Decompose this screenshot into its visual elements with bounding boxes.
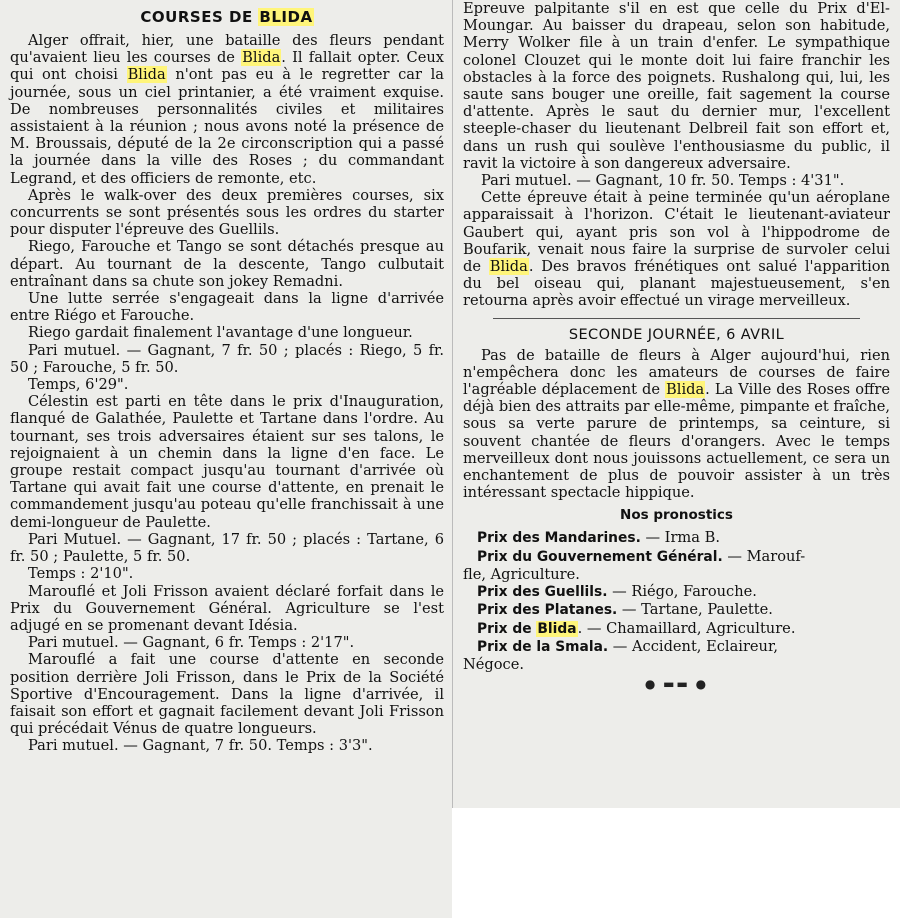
pronostic-continuation: Négoce.: [463, 655, 524, 673]
paragraph: Pari mutuel. — Gagnant, 6 fr. Temps : 2'17".: [28, 634, 355, 652]
paragraph: Pari mutuel. — Gagnant, 7 fr. 50 ; placés : Riego, 5 fr. 50 ; Farouche, 5 fr. 50.: [10, 341, 444, 376]
paragraph: Riego gardait finalement l'avantage d'une longueur.: [28, 324, 413, 342]
paragraph: Riego, Farouche et Tango se sont détachés presque au départ. Au tournant de la descente, Tango culbutait entraînant dans sa chute son jokey Remadni.: [10, 238, 444, 290]
paragraph: Marouflé et Joli Frisson avaient déclaré forfait dans le Prix du Gouvernement Général. Agriculture se l'est adjugé en se promenant devant Idésia.: [10, 582, 444, 634]
right-column: [452, 0, 900, 808]
pronostic-continuation: fle, Agriculture.: [463, 565, 580, 583]
ornament-divider: ● ▬▬ ●: [644, 677, 709, 692]
pronostic-item: Prix du Gouvernement Général. — Marouf-: [477, 547, 806, 565]
paragraph: Célestin est parti en tête dans le prix d'Inauguration, flanqué de Galathée, Paulette et Tartane dans l'ordre. Au tournant, ses trois adversaires étaient sur ses talons, le rejoignaient à un chemin dans la ligne d'en face. Le groupe restait compact jusqu'au tournant d'arrivée où Tartane qui avait fait une course d'attente, en prenait le commandement jusqu'au poteau qu'elle franchissait à une demi-longueur de Paulette.: [10, 393, 444, 531]
search-highlight: Blida: [489, 258, 528, 276]
paragraph: Temps, 6'29".: [28, 376, 129, 394]
paragraph: Pari Mutuel. — Gagnant, 17 fr. 50 ; placés : Tartane, 6 fr. 50 ; Paulette, 5 fr. 50.: [10, 530, 444, 566]
pronostic-item: Prix de Blida. — Chamaillard, Agriculture.: [477, 619, 796, 637]
section-title: SECONDE JOURNÉE, 6 AVRIL: [568, 326, 785, 343]
paragraph: Alger offrait, hier, une bataille des fleurs pendant qu'avaient lieu les courses de Blida. Il fallait opter. Ceux qui ont choisi Blida n'ont pas eu à le regretter car la journée, sous un ciel printanier, a été vraiment exquise. De nombreuses personnalités civiles et militaires assistaient à la réunion ; nous avons noté la présence de M. Broussais, député de la 2e circonscription qui a passé la journée dans la ville des Roses ; du commandant Legrand, et des officiers de remonte, etc.: [10, 32, 444, 187]
paragraph: Temps : 2'10".: [28, 565, 134, 583]
search-highlight: Blida: [537, 620, 577, 637]
pronostic-item: Prix de la Smala. — Accident, Eclaireur,: [477, 637, 778, 655]
article-title: [10, 8, 444, 26]
paragraph: Une lutte serrée s'engageait dans la ligne d'arrivée entre Riégo et Farouche.: [10, 290, 444, 325]
divider: [493, 318, 860, 319]
paragraph: Marouflé a fait une course d'attente en seconde position derrière Joli Frisson, dans le Prix de la Société Sportive d'Encouragement. Dans la ligne d'arrivée, il faisait son effort et gagnait facilement devant Joli Frisson qui précédait Vénus de quatre longueurs.: [10, 651, 444, 738]
title-text: COURSES DE: [140, 8, 253, 26]
paragraph: Pas de bataille de fleurs à Alger aujourd'hui, rien n'empêchera donc les amateurs de courses de faire l'agréable déplacement de Blida. La Ville des Roses offre déjà bien des attraits par elle-même, pimpante et fraîche, sous sa verte parure de printemps, sa ceinture, si souvent chantée de fleurs d'orangers. Avec le temps merveilleux dont nous jouissons actuellement, ce sera un enchantement de plus de pouvoir assister à un très intéressant spectacle hippique.: [463, 346, 890, 502]
paragraph: Pari mutuel. — Gagnant, 7 fr. 50. Temps : 3'3".: [28, 737, 373, 755]
search-highlight: Blida: [127, 66, 166, 84]
paragraph: Epreuve palpitante s'il en est que celle du Prix d'El-Moungar. Au baisser du drapeau, selon son habitude, Merry Wolker file à un train d'enfer. Le sympathique colonel Clouzet qui le monte doit lui faire franchir les obstacles à la force des poignets. Rushalong qui, lui, les saute sans bouger une oreille, fait sagement la course d'attente. Après le saut du dernier mur, l'excellent steeple-chaser du lieutenant Delbreil fait son effort et, dans un rush qui soulève l'enthousiasme du public, il ravit la victoire à son dangereux adversaire.: [463, 0, 890, 172]
paragraph: Après le walk-over des deux premières courses, six concurrents se sont présentés sous les ordres du starter pour disputer l'épreuve des Guellils.: [10, 186, 444, 239]
search-highlight: Blida: [666, 381, 705, 399]
search-highlight: Blida: [242, 49, 281, 67]
paragraph: Cette épreuve était à peine terminée qu'un aéroplane apparaissait à l'horizon. C'était le lieutenant-aviateur Gaubert qui, ayant pris son vol à l'hippodrome de Boufarik, venait nous faire la surprise de survoler celui de Blida. Des bravos frénétiques ont salué l'apparition du bel oiseau qui, planant majestueusement, s'en retourna après avoir effectué un virage merveilleux.: [463, 189, 890, 310]
pronostic-item: Prix des Guellils. — Riégo, Farouche.: [477, 583, 757, 601]
pronostic-item: Prix des Mandarines. — Irma B.: [477, 529, 720, 547]
paragraph: Pari mutuel. — Gagnant, 10 fr. 50. Temps : 4'31".: [481, 172, 845, 190]
pronostic-item: Prix des Platanes. — Tartane, Paulette.: [477, 601, 773, 619]
pronostics-title: Nos pronostics: [620, 507, 733, 524]
title-highlight: BLIDA: [259, 8, 313, 26]
